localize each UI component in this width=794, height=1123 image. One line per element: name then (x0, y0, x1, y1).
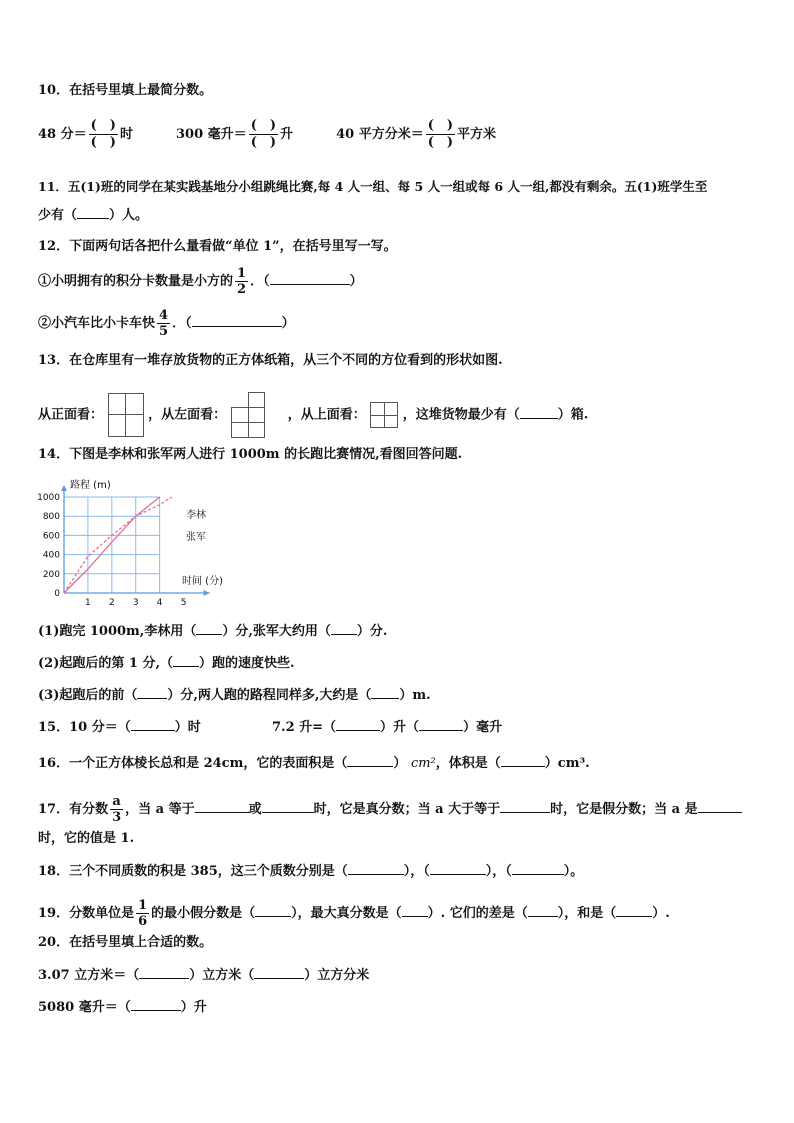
q11-line2: 少有（ ）人。 (38, 208, 149, 223)
q12-blank2[interactable] (192, 314, 282, 327)
q10-frac1: $\frac{( )}{( )}$ (90, 118, 116, 150)
q18-blank3[interactable] (512, 862, 564, 875)
q17-blank1[interactable] (195, 800, 249, 813)
y-tick-label: 600 (42, 531, 60, 542)
q18-blank2[interactable] (430, 862, 486, 875)
q15-blank3[interactable] (419, 718, 463, 731)
x-tick-label: 2 (108, 598, 115, 608)
q14-blank1[interactable] (196, 622, 222, 635)
q17-blank4[interactable] (698, 800, 742, 813)
x-axis-arrow (204, 590, 210, 596)
q16-blank2[interactable] (501, 754, 545, 767)
q10-title: 10．在括号里填上最简分数。 (38, 83, 213, 98)
q17-line2: 时，它的值是 1. (38, 831, 135, 846)
q20-blank3[interactable] (131, 998, 181, 1011)
q14-sub1: (1)跑完 1000m,李林用（ ）分,张军大约用（ ）分. (38, 624, 388, 639)
q15-b: 7.2 升=（ ）升（ ）毫升 (272, 720, 503, 735)
q15-a: 15．10 分＝（ ）时 (38, 720, 201, 735)
y-tick-label: 1000 (37, 493, 60, 503)
q20-line1: 3.07 立方米＝（ ）立方米（ ）立方分米 (38, 968, 370, 983)
chart-xlabel: 时间 (分) (182, 576, 223, 587)
q12-sentence2: ②小汽车比小卡车快 $\frac{4}{5}$ ．（ ） (38, 308, 295, 339)
q20-line2: 5080 毫升＝（ ）升 (38, 1000, 207, 1015)
q19-blank1[interactable] (255, 904, 291, 917)
x-tick-label: 1 (85, 598, 91, 608)
q10-item2: 300 毫升＝ $\frac{( )}{( )}$ 升 (176, 118, 294, 150)
chart-series (64, 497, 172, 593)
running-chart (36, 478, 276, 608)
q16: 16．一个正方体棱长总和是 24cm，它的表面积是（ ） cm²，体积是（ ）cm³. (38, 756, 590, 771)
q14-sub2: (2)起跑后的第 1 分,（ ）跑的速度快些. (38, 656, 295, 671)
q19-blank2[interactable] (402, 904, 428, 917)
q14-blank4[interactable] (137, 686, 167, 699)
front-view-grid (108, 393, 144, 437)
q14-blank2[interactable] (331, 622, 357, 635)
y-tick-label: 400 (42, 550, 60, 561)
q12-frac2: $\frac{4}{5}$ (159, 308, 169, 339)
q15-blank2[interactable] (336, 718, 380, 731)
q11-line1: 11．五(1)班的同学在某实践基地分小组跳绳比赛,每 4 人一组、每 5 人一组或每 6 人一组,都没有剩余。五(1)班学生至 (38, 179, 708, 194)
q11-blank[interactable] (77, 206, 109, 219)
q20-title: 20．在括号里填上合适的数。 (38, 935, 213, 950)
q14-title: 14．下图是李林和张军两人进行 1000m 的长跑比赛情况,看图回答问题. (38, 447, 463, 462)
y-tick-label: 0 (54, 589, 60, 599)
legend-lilin: 李林 (186, 510, 206, 521)
legend-zhangjun: 张军 (186, 532, 206, 543)
q19-blank3[interactable] (528, 904, 558, 917)
q16-blank1[interactable] (347, 754, 393, 767)
q13-title: 13．在仓库里有一堆存放货物的正方体纸箱，从三个不同的方位看到的形状如图. (38, 353, 503, 368)
q10-frac2: $\frac{( )}{( )}$ (250, 118, 276, 150)
q20-blank2[interactable] (254, 966, 304, 979)
top-view-grid (370, 402, 398, 428)
q19-frac: $\frac{1}{6}$ (138, 898, 148, 929)
q15-blank1[interactable] (131, 718, 175, 731)
q12-blank1[interactable] (270, 272, 350, 285)
q18: 18．三个不同质数的积是 385，这三个质数分别是（ ），（ ），（ ）。 (38, 864, 584, 879)
chart-ylabel: 路程 (m) (70, 480, 111, 491)
q19: 19．分数单位是 $\frac{1}{6}$ 的最小假分数是（ ），最大真分数是（ ）. 它们的差是（ ），和是（ ）. (38, 898, 670, 929)
x-tick-label: 3 (132, 598, 139, 608)
q10-frac3: $\frac{( )}{( )}$ (427, 118, 454, 150)
q17-blank3[interactable] (500, 800, 550, 813)
q13-blank[interactable] (520, 406, 558, 419)
q18-blank1[interactable] (348, 862, 404, 875)
q12-title: 12．下面两句话各把什么量看做“单位 1”，在括号里写一写。 (38, 239, 397, 254)
q12-frac1: $\frac{1}{2}$ (237, 266, 247, 297)
q17-line1: 17．有分数 $\frac{a}{3}$ ，当 a 等于 或 时，它是真分数；当 a 大于等于 时，它是假分数；当 a 是 (38, 794, 742, 825)
series-line-1 (64, 497, 172, 593)
q17-blank2[interactable] (262, 800, 314, 813)
q12-sentence1: ①小明拥有的积分卡数量是小方的 $\frac{1}{2}$ ．（ ） (38, 266, 363, 297)
q10-item3: 40 平方分米＝ $\frac{( )}{( )}$ 平方米 (336, 118, 497, 150)
q17-frac: $\frac{a}{3}$ (112, 794, 122, 825)
x-tick-label: 4 (156, 598, 163, 608)
q16-unit: cm² (410, 756, 436, 771)
q10-item1: 48 分＝ $\frac{( )}{( )}$ 时 (38, 118, 133, 150)
q13-views: 从正面看： ，从左面看： ，从上面看： ，这堆货物最少有（ ）箱. (38, 392, 588, 438)
q14-sub3: (3)起跑后的前（ ）分,两人跑的路程同样多,大约是（ ）m. (38, 688, 431, 703)
x-tick-label: 5 (180, 598, 187, 608)
q14-blank3[interactable] (173, 654, 199, 667)
q10-items (38, 118, 496, 151)
y-tick-label: 200 (42, 569, 60, 580)
y-tick-label: 800 (42, 512, 60, 523)
y-axis-arrow (61, 485, 67, 491)
q20-blank1[interactable] (139, 966, 189, 979)
q19-blank4[interactable] (616, 904, 652, 917)
left-view-grid (231, 392, 265, 438)
q14-blank5[interactable] (371, 686, 399, 699)
